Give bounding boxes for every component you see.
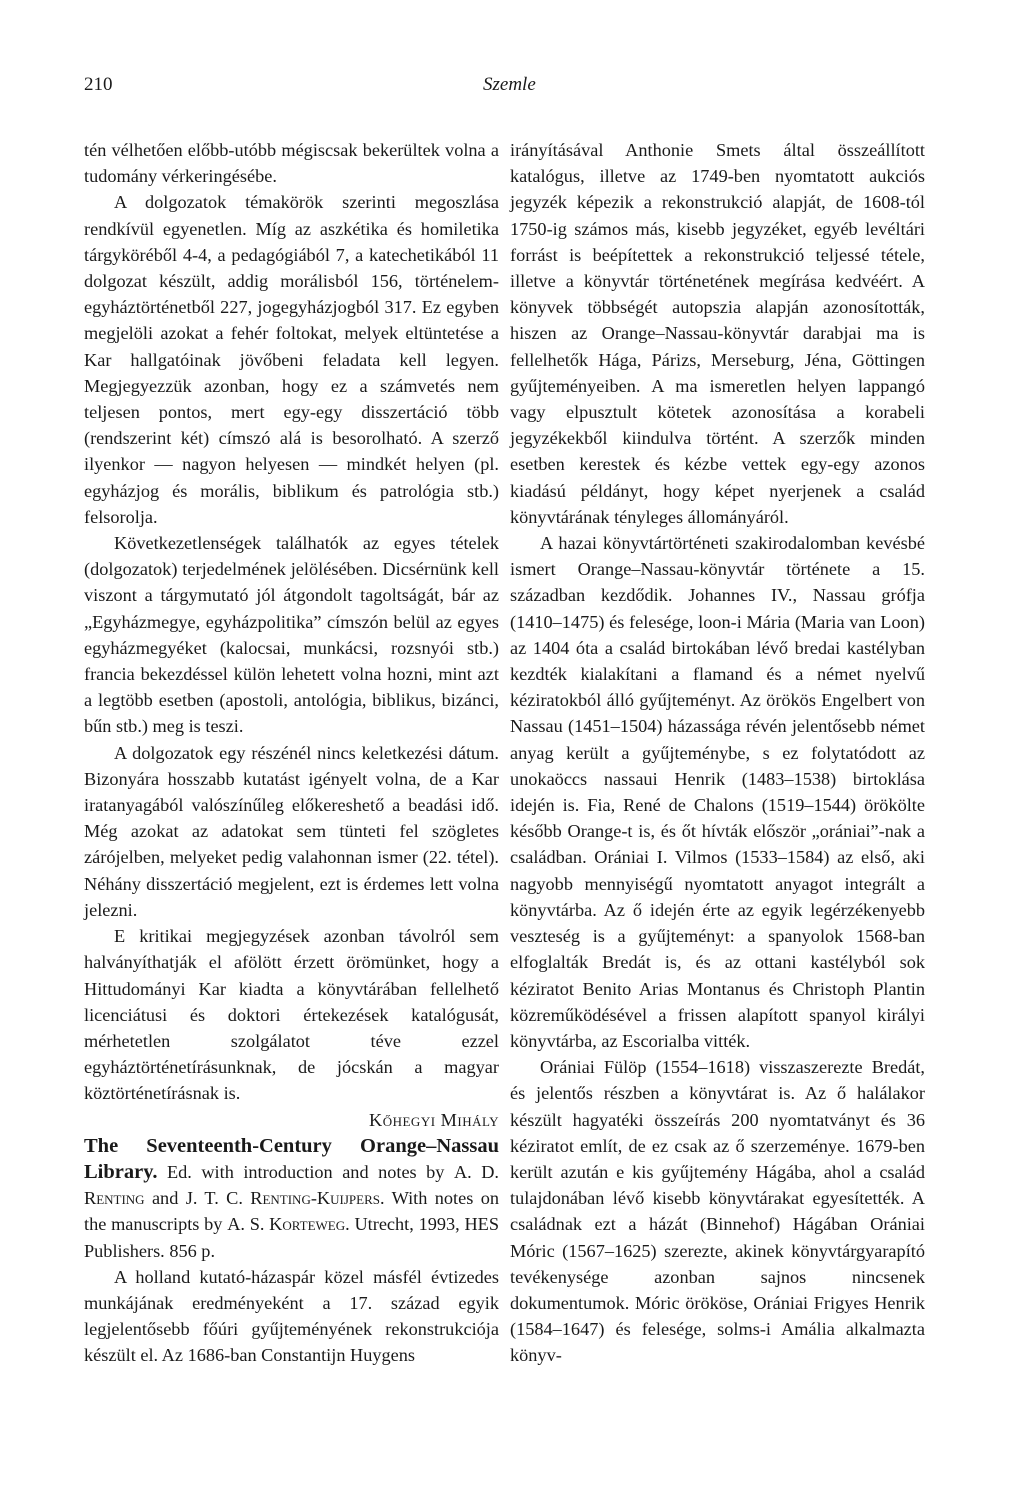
ed-prefix: Ed. with introduction and notes by (166, 1161, 445, 1182)
paragraph: A dolgozatok egy részénél nincs keletkezési dátum. Bizonyára hosszabb kutatást igényelt volna, de a Kar iratanyagából valószínűleg előkereshető a beadási idő. Még azokat az adatokat sem tünteti fel szögletes zárójelben, melyeket pedig valahonnan ismer (22. tétel). Néhány disszertáció megjelent, ezt is érdemes lett volna jelezni. (84, 742, 499, 920)
paragraph: A holland kutató-házaspár közel másfél évtizedes munkájának eredményeként a 17. század egyik legjelentősebb főúri gyűjteményének rekonstrukciója készült el. Az 1686-ban Constantijn Huygens (84, 1266, 499, 1366)
paragraph-continuation: irányításával Anthonie Smets által összeállított katalógus, illetve az 1749-ben nyomtatott aukciós jegyzék képezik a rekonstrukció alapját, de 1608-tól 1750-ig számos más, kisebb jegyzéket, egyéb levéltári forrást is beépítettek a rekonstrukció teljessé tétele, illetve a könyvtár történetének megírása kedvéért. A könyvek többségét autopszia alapján azonosították, hiszen az Orange–Nassau-könyvtár darabjai ma is fellelhetők Hága, Párizs, Merseburg, Jéna, Göttingen gyűjteményeiben. A ma ismeretlen helyen lappangó vagy elpusztult kötetek azonosítása a korabeli jegyzékekből kiindulva történt. A szerzők minden esetben kerestek és kézbe vettek egy-egy azonos kiadású példányt, hogy képet nyerjenek a család könyvtárának tényleges állományáról. (510, 140, 925, 527)
review-signature: Kőhegyi Mihály (369, 1109, 499, 1130)
notes-prefix: . With notes on the manuscripts by (84, 1188, 499, 1235)
paragraph: Orániai Fülöp (1554–1618) visszaszerezte Bredát, és jelentős részben a könyvtárat is. Az ő halálakor készült hagyatéki összeírás 200 nyomtatványt és 36 kéziratot említ, de ez csak az ő szerzeménye. 1679-ben került azután e kis gyűjtemény Hágába, ahol a család tulajdonában lévő kisebb könyvtárakat egyesítették. A családnak ezt a házát (Binnehof) Hágában Orániai Móric (1567–1625) szerezte, akinek könyvtárgyarapító tevékenysége azonban sajnos nincsenek dokumentumok. Móric örököse, Orániai Frigyes Henrik (1584–1647) és felesége, solms-i Amália alkalmazta könyv- (510, 1057, 925, 1366)
right-column (510, 137, 925, 1369)
editor-name: A. D. Renting (84, 1161, 499, 1209)
running-title: Szemle (483, 74, 536, 95)
book-title: The Seventeenth-Century Orange–Nassau Library. (84, 1134, 499, 1183)
paragraph: A hazai könyvtártörténeti szakirodalomban kevésbé ismert Orange–Nassau-könyvtár története a 15. században kezdődik. Johannes IV., Nassau grófja (1410–1475) és felesége, loon-i Mária (Maria van Loon) az 1404 óta a család birtokában lévő bredai kastélyban kezdték kialakítani a flamand és a német nyelvű kéziratokból álló gyűjteményt. Az örökös Engelbert von Nassau (1451–1504) házassága révén jelentősebb német anyag került a gyűjteménybe, s ez folytatódott az unokaöccs nassaui Henrik (1483–1538) birtoklása idején is. Fia, René de Chalons (1519–1544) örökölte később Orange-t is, és őt hívták először „orániai”-nak a családban. Orániai I. Vilmos (1533–1584) az első, aki nagyobb mennyiségű nyomtatott anyagot integrált a könyvtárba. Az ő idején érte az egyik legérzékenyebb veszteség is a gyűjteményt: a spanyolok 1568-ban elfoglalták Bredát is, és az ottani kastélyból sok kéziratot Benito Arias Montanus és Christoph Plantin közreműködésével a frissen alapított spanyol királyi könyvtárba, az Escorialba vitték. (510, 533, 925, 1051)
left-column (84, 137, 499, 1369)
paragraph: A dolgozatok témakörök szerinti megoszlása rendkívül egyenetlen. Míg az aszkétika és homiletika tárgyköréből 4-4, a pedagógiából 7, a katechetikából 11 dolgozat készült, addig morálisból 156, történelem-egyháztörténetből 227, jogegyházjogból 317. Ez egyben megjelöli azokat a fehér foltokat, melyek eltüntetése a Kar hallgatóinak jövőbeni feladata kell legyen. Megjegyezzük azonban, hogy ez a számvetés nem teljesen pontos, mert egy-egy disszertáció több (rendszerint két) címszó alá is besorolható. A szerző ilyenkor — nagyon helyesen — mindkét helyen (pl. egyházjog és morális, biblikum és patrológia stb.) felsorolja. (84, 192, 499, 527)
editor-name: A. S. Korteweg (227, 1214, 346, 1235)
conjunction: and (151, 1188, 179, 1209)
page-number: 210 (84, 74, 113, 95)
paragraph: Következetlenségek találhatók az egyes tételek (dolgozatok) terjedelmének jelölésében. Dicsérnünk kell viszont a tárgymutató jól átgondolt tagoltságát, bár az „Egyházmegye, egyházpolitika” címszón belül az egyes egyházmegyéket (kalocsai, munkácsi, rozsnyói stb.) francia bekezdéssel külön lehetett volna hozni, mint azt a legtöbb esetben (apostoli, antológia, biblikus, bizánci, bűn stb.) meg is teszi. (84, 533, 499, 737)
editor-name: J. T. C. Renting-Kuijpers (185, 1188, 380, 1209)
paragraph: E kritikai megjegyzések azonban távolról sem halványíthatják el afölött érzett örömünket, hogy a Hittudományi Kar kiadta a könyvtárában fellelhető licenciátusi és doktori értekezések katalógusát, mérhetetlen szolgálatot téve ezzel egyháztörténetírásunknak, de jócskán a magyar köztörténetírásnak is. (84, 926, 499, 1104)
review-heading (84, 1133, 499, 1264)
page-header (84, 74, 944, 104)
publication-info: . Utrecht, 1993, HES Publishers. 856 p. (84, 1214, 499, 1261)
paragraph-continuation: tén vélhetően előbb-utóbb mégiscsak bekerültek volna a tudomány vérkeringésébe. (84, 140, 499, 187)
